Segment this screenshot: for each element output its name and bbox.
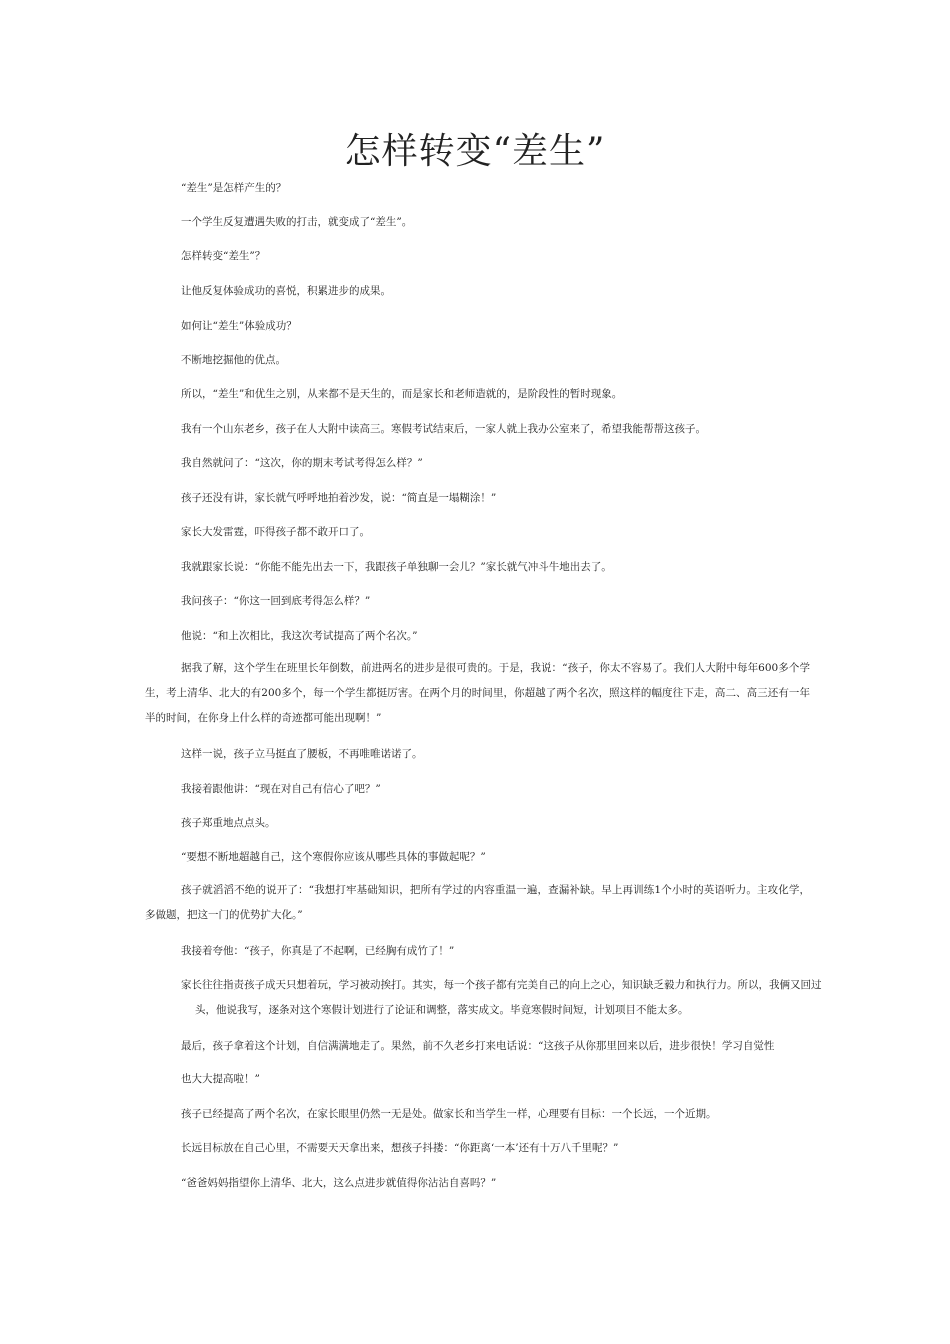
paragraph: 孩子就滔滔不绝的说开了：“我想打牢基础知识，把所有学过的内容重温一遍，查漏补缺。早上再训练1个小时的英语听力。主攻化学，多做题，把这一门的优势扩大化。” [145,884,810,921]
paragraph: 据我了解，这个学生在班里长年倒数，前进两名的进步是很可贵的。于是，我说：“孩子，你太不容易了。我们人大附中每年600多个学生，考上清华、北大的有200多个，每一个学生都挺厉害。在两个月的时间里，你超越了两个名次，照这样的幅度往下走，高二、高三还有一年半的时间，在你身上什么样的奇迹都可能出现啊！” [145,662,810,724]
paragraph: 孩子还没有讲，家长就气呼呼地拍着沙发，说：“简直是一塌糊涂！” [181,492,497,504]
paragraph: “差生”是怎样产生的？ [181,182,287,194]
paragraph: “要想不断地超越自己，这个寒假你应该从哪些具体的事做起呢？” [181,851,486,863]
paragraph: 家长往往指责孩子成天只想着玩，学习被动挨打。其实，每一个孩子都有完美自己的向上之心，知识缺乏毅力和执行力。所以，我俩又回过头，他说我写，逐条对这个寒假计划进行了论证和调整，落实成文。毕竟寒假时间短，计划项目不能太多。 [181,979,822,1016]
paragraph: 最后，孩子拿着这个计划，自信满满地走了。果然，前不久老乡打来电话说：“这孩子从你那里回来以后，进步很快！学习自觉性 [181,1040,775,1052]
paragraph: 孩子郑重地点点头。 [181,817,276,829]
paragraph: 所以，“差生”和优生之别，从来都不是天生的，而是家长和老师造就的，是阶段性的暂时现象。 [181,388,623,400]
paragraph: 我有一个山东老乡，孩子在人大附中读高三。寒假考试结束后，一家人就上我办公室来了，希望我能帮帮这孩子。 [181,423,706,435]
paragraph: 我就跟家长说：“你能不能先出去一下，我跟孩子单独聊一会儿？”家长就气冲斗牛地出去了。 [181,561,612,573]
paragraph: 怎样转变“差生”？ [181,250,266,262]
paragraph: 长远目标放在自己心里，不需要天天拿出来，想孩子抖搂：“你距离‘一本’还有十万八千里呢？” [181,1142,619,1154]
document-title: 怎样转变“差生” [344,131,606,172]
paragraph: 我接着跟他讲：“现在对自己有信心了吧？” [181,783,381,795]
paragraph: 让他反复体验成功的喜悦，积累进步的成果。 [181,285,391,297]
paragraph: 也大大提高啦！” [181,1073,260,1085]
paragraph: “爸爸妈妈指望你上清华、北大，这么点进步就值得你沾沾自喜吗？” [181,1177,497,1189]
paragraph: 我接着夸他：“孩子，你真是了不起啊，已经胸有成竹了！” [181,945,455,957]
paragraph: 如何让“差生”体验成功？ [181,320,297,332]
paragraph: 他说：“和上次相比，我这次考试提高了两个名次。” [181,630,418,642]
paragraph: 孩子已经提高了两个名次，在家长眼里仍然一无是处。做家长和当学生一样，心理要有目标：一个长远，一个近期。 [181,1108,717,1120]
paragraph: 不断地挖掘他的优点。 [181,354,286,366]
paragraph: 我问孩子：“你这一回到底考得怎么样？” [181,595,371,607]
paragraph: 这样一说，孩子立马挺直了腰板，不再唯唯诺诺了。 [181,748,423,760]
paragraph: 我自然就问了：“这次，你的期末考试考得怎么样？” [181,457,423,469]
paragraph: 一个学生反复遭遇失败的打击，就变成了“差生”。 [181,216,413,228]
paragraph: 家长大发雷霆，吓得孩子都不敢开口了。 [181,526,370,538]
